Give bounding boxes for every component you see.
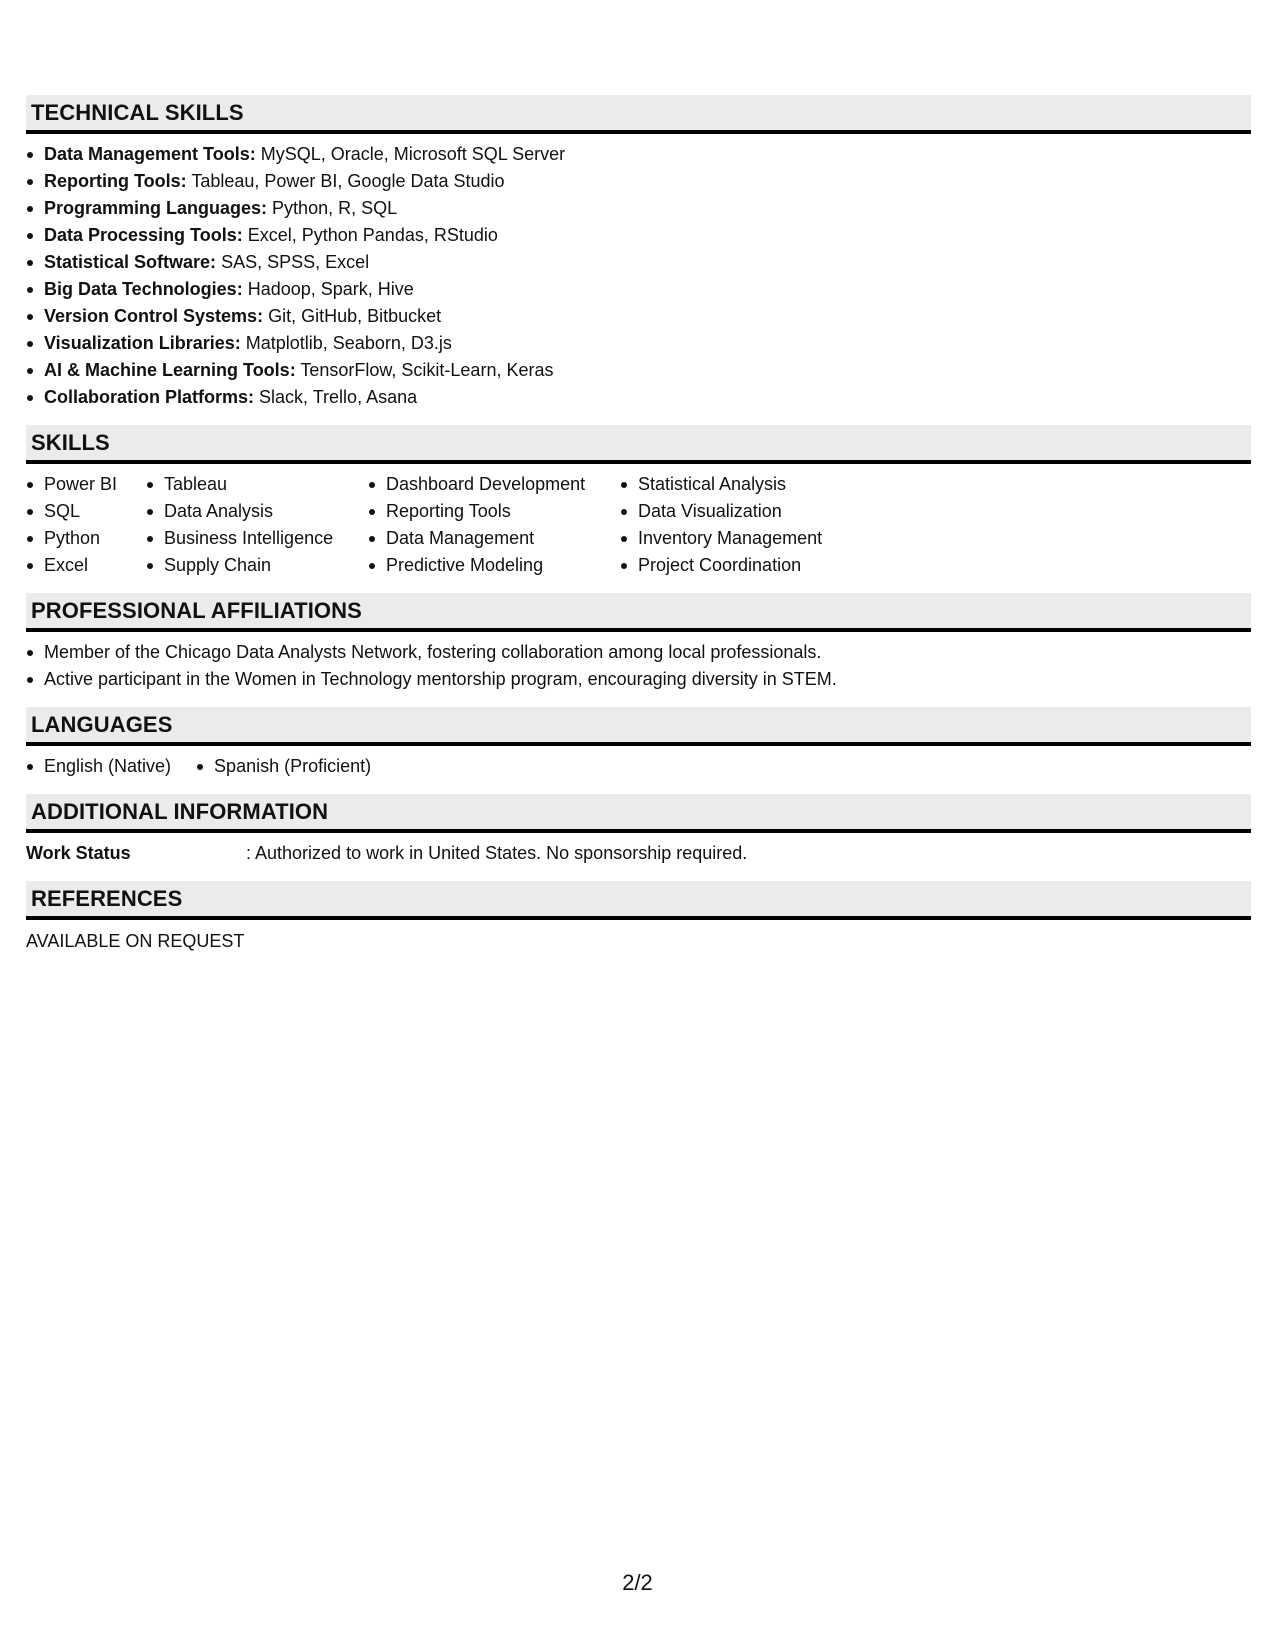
work-status-value: : Authorized to work in United States. No sponsorship required.	[246, 843, 748, 863]
work-status-label: Work Status	[26, 843, 131, 863]
skill-category-label: Collaboration Platforms:	[44, 387, 255, 407]
language-item: English (Native)	[26, 753, 171, 780]
skill-category-label: Visualization Libraries:	[44, 333, 241, 353]
skills-column	[368, 471, 620, 579]
section-title: LANGUAGES	[31, 711, 173, 737]
skill-item: Power BI	[26, 471, 146, 498]
skill-category-label: Big Data Technologies:	[44, 279, 243, 299]
skill-category-value: Tableau, Power BI, Google Data Studio	[191, 171, 505, 191]
skill-category-label: Version Control Systems:	[44, 306, 264, 326]
skill-item: Data Analysis	[146, 498, 368, 525]
section-title: PROFESSIONAL AFFILIATIONS	[31, 597, 362, 623]
languages-list	[26, 753, 1251, 780]
technical-skills-list	[26, 141, 1251, 411]
list-item	[26, 249, 1251, 276]
skills-section	[26, 425, 1251, 579]
skill-category-value: Hadoop, Spark, Hive	[247, 279, 414, 299]
section-title: ADDITIONAL INFORMATION	[31, 798, 329, 824]
skill-item: Project Coordination	[620, 552, 880, 579]
references-text: AVAILABLE ON REQUEST	[26, 931, 245, 951]
list-item	[26, 276, 1251, 303]
affiliations-list	[26, 639, 1251, 693]
section-header	[26, 794, 1251, 833]
languages-section	[26, 707, 1251, 780]
skill-category-value: SAS, SPSS, Excel	[221, 252, 370, 272]
list-item	[26, 357, 1251, 384]
resume-page	[26, 95, 1251, 955]
skill-item: Data Visualization	[620, 498, 880, 525]
skill-category-label: Reporting Tools:	[44, 171, 187, 191]
skill-item: Excel	[26, 552, 146, 579]
section-header	[26, 95, 1251, 134]
skill-item: Business Intelligence	[146, 525, 368, 552]
skill-item: Supply Chain	[146, 552, 368, 579]
skill-category-value: Python, R, SQL	[272, 198, 398, 218]
skills-column	[26, 471, 146, 579]
page-number: 2/2	[622, 1570, 653, 1595]
list-item: Active participant in the Women in Technology mentorship program, encouraging diversity in STEM.	[26, 666, 1251, 693]
technical-skills-section	[26, 95, 1251, 411]
skill-category-value: MySQL, Oracle, Microsoft SQL Server	[260, 144, 566, 164]
list-item	[26, 195, 1251, 222]
list-item: Member of the Chicago Data Analysts Network, fostering collaboration among local professionals.	[26, 639, 1251, 666]
skill-category-label: Programming Languages:	[44, 198, 268, 218]
language-item: Spanish (Proficient)	[196, 753, 371, 780]
skill-item: Reporting Tools	[368, 498, 620, 525]
skills-column	[620, 471, 880, 579]
list-item	[26, 168, 1251, 195]
skill-category-value: Excel, Python Pandas, RStudio	[247, 225, 498, 245]
skill-item: Inventory Management	[620, 525, 880, 552]
skill-item: Data Management	[368, 525, 620, 552]
section-title: SKILLS	[31, 429, 110, 455]
section-title: TECHNICAL SKILLS	[31, 99, 244, 125]
skill-category-label: Data Processing Tools:	[44, 225, 243, 245]
section-header	[26, 425, 1251, 464]
skill-item: Predictive Modeling	[368, 552, 620, 579]
list-item	[26, 384, 1251, 411]
list-item	[26, 303, 1251, 330]
skill-item: Statistical Analysis	[620, 471, 880, 498]
section-header	[26, 593, 1251, 632]
skill-category-value: Git, GitHub, Bitbucket	[268, 306, 442, 326]
skills-grid	[26, 471, 1251, 579]
skill-category-label: AI & Machine Learning Tools:	[44, 360, 296, 380]
skill-item: Dashboard Development	[368, 471, 620, 498]
references-section	[26, 881, 1251, 955]
section-header	[26, 881, 1251, 920]
skills-column	[146, 471, 368, 579]
additional-info-section	[26, 794, 1251, 867]
affiliations-section	[26, 593, 1251, 693]
skill-category-value: TensorFlow, Scikit-Learn, Keras	[300, 360, 554, 380]
skill-category-label: Data Management Tools:	[44, 144, 256, 164]
skill-category-value: Matplotlib, Seaborn, D3.js	[245, 333, 452, 353]
skill-item: Python	[26, 525, 146, 552]
skill-category-value: Slack, Trello, Asana	[259, 387, 418, 407]
section-title: REFERENCES	[31, 885, 183, 911]
skill-category-label: Statistical Software:	[44, 252, 217, 272]
skill-item: Tableau	[146, 471, 368, 498]
list-item	[26, 222, 1251, 249]
list-item	[26, 330, 1251, 357]
section-header	[26, 707, 1251, 746]
list-item	[26, 141, 1251, 168]
skill-item: SQL	[26, 498, 146, 525]
work-status-row	[26, 840, 1251, 867]
